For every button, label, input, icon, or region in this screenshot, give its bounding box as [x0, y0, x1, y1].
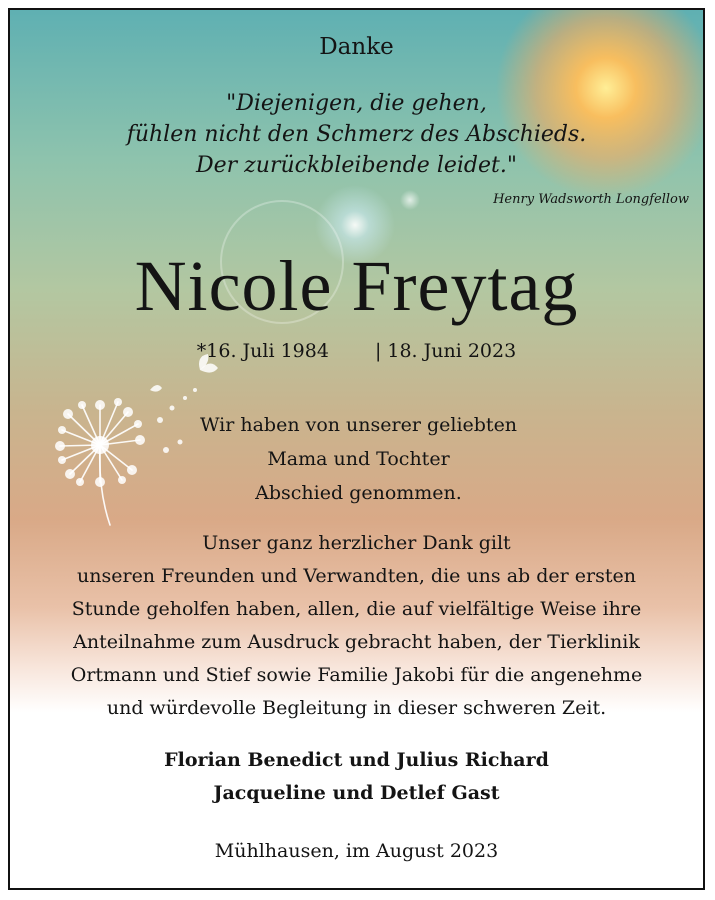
death-date: | 18. Juni 2023 — [374, 340, 517, 362]
obituary-notice — [8, 8, 705, 890]
signatories — [10, 744, 703, 810]
message-line: Wir haben von unserer geliebten — [199, 414, 518, 436]
quote-author: Henry Wadsworth Longfellow — [493, 192, 689, 207]
birth-date: *16. Juli 1984 — [196, 340, 329, 362]
thanks-line: Stunde geholfen haben, allen, die auf vielfältige Weise ihre — [71, 598, 642, 620]
signatory-line: Florian Benedict und Julius Richard — [164, 749, 549, 771]
quote-line: fühlen nicht den Schmerz des Abschieds. — [126, 122, 587, 147]
message-line: Mama und Tochter — [267, 448, 450, 470]
thanks-line: Anteilnahme zum Ausdruck gebracht haben, der Tierklinik — [73, 631, 640, 653]
place-date: Mühlhausen, im August 2023 — [214, 840, 499, 862]
quote-line: Der zurückbleibende leidet." — [196, 153, 517, 178]
notice-title: Danke — [319, 34, 394, 60]
thanks-line: und würdevolle Begleitung in dieser schweren Zeit. — [106, 697, 607, 719]
message-line: Abschied genommen. — [255, 482, 462, 504]
quote-block — [10, 88, 703, 181]
farewell-message — [50, 408, 667, 510]
deceased-name: Nicole Freytag — [134, 246, 579, 326]
quote-line: "Diejenigen, die gehen, — [226, 91, 487, 116]
thanks-paragraph — [10, 527, 703, 725]
thanks-line: Unser ganz herzlicher Dank gilt — [202, 532, 511, 554]
signatory-line: Jacqueline und Detlef Gast — [213, 782, 500, 804]
thanks-line: unseren Freunden und Verwandten, die uns ab der ersten — [77, 565, 636, 587]
life-dates — [10, 340, 703, 362]
thanks-line: Ortmann und Stief sowie Familie Jakobi für die angenehme — [70, 664, 643, 686]
